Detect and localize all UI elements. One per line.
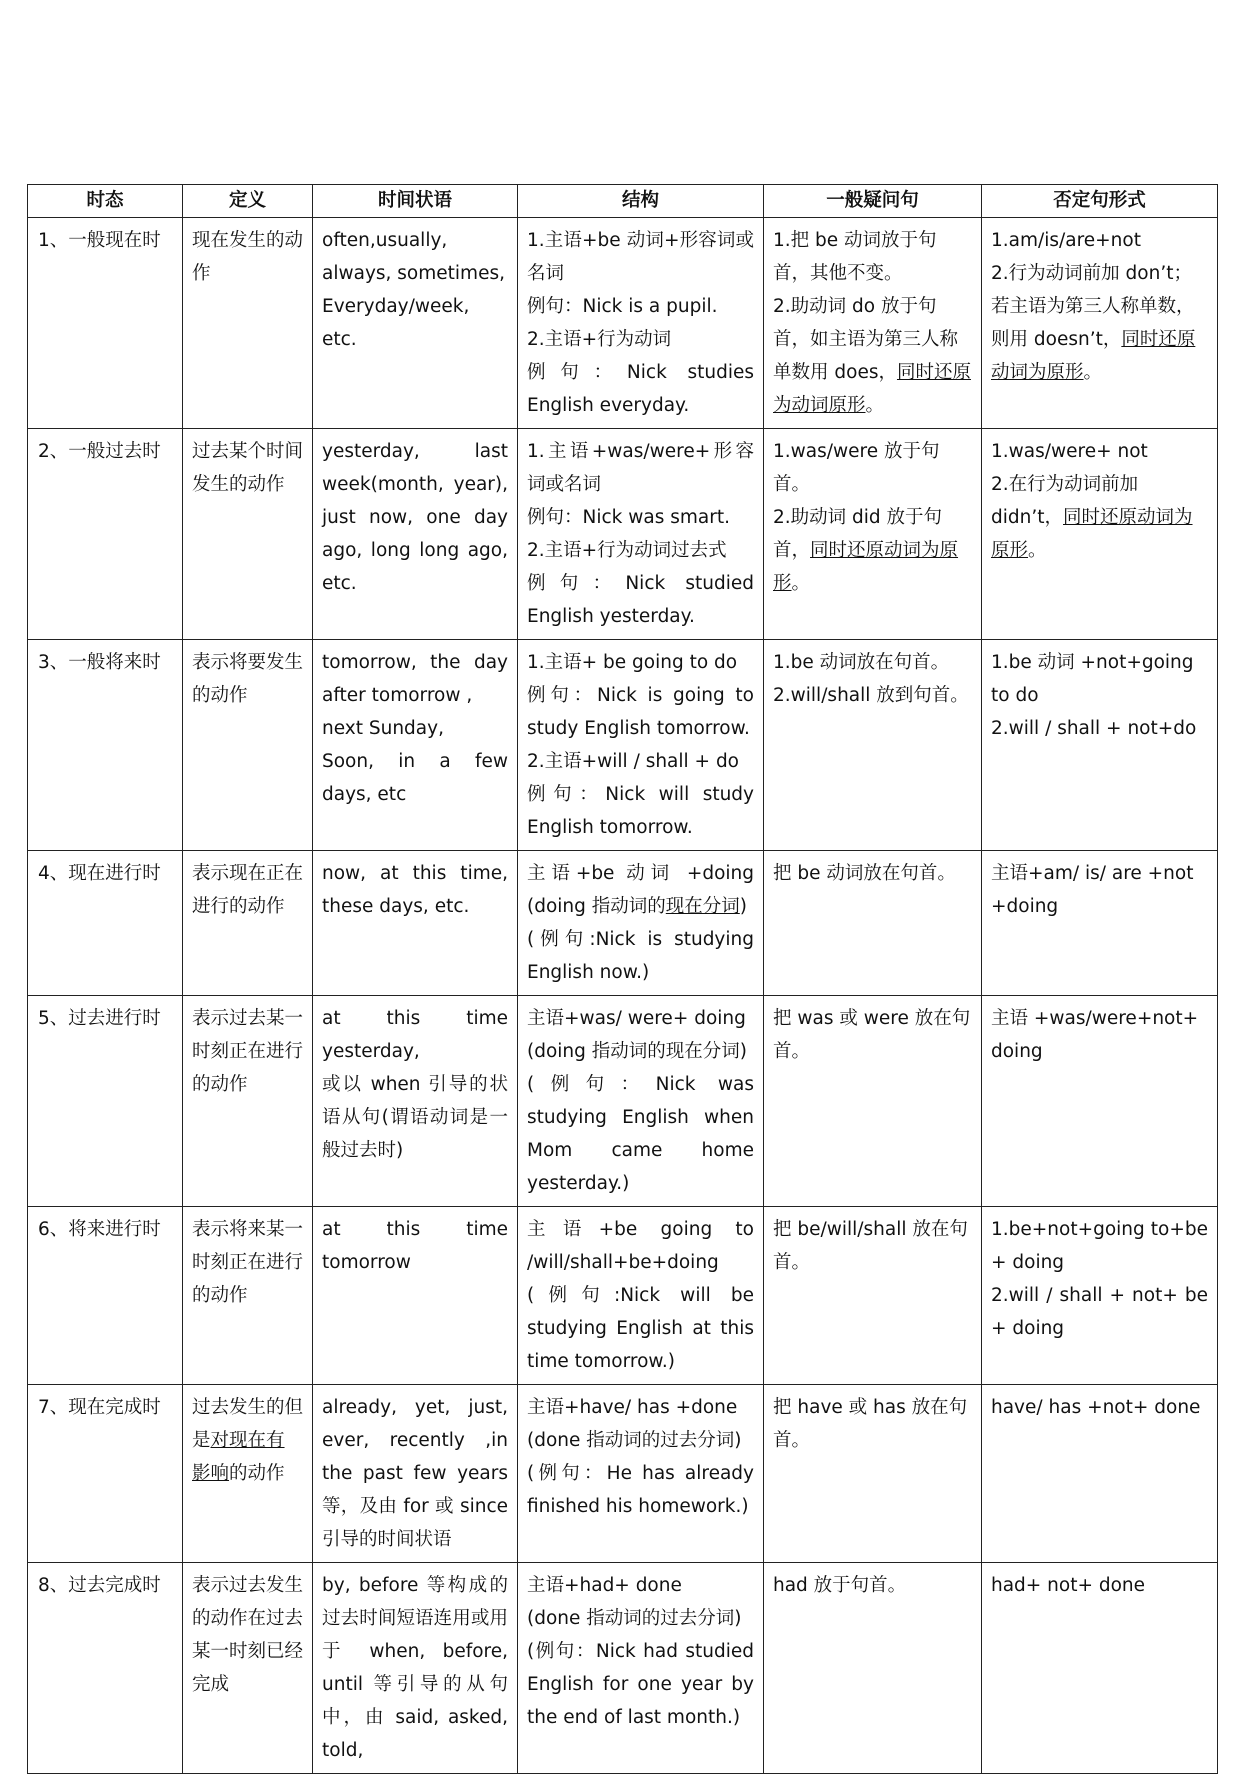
definition: 过去某个时间发生的动作 <box>183 429 313 640</box>
negative-form: 1.was/were+ not 2.在行为动词前加 didn’t，同时还原动词为原形。 <box>982 429 1218 640</box>
header-time-markers: 时间状语 <box>313 185 518 218</box>
definition: 表示将来某一时刻正在进行的动作 <box>183 1207 313 1385</box>
header-negative: 否定句形式 <box>982 185 1218 218</box>
tense-name: 4、现在进行时 <box>28 851 183 996</box>
table-row <box>28 1207 1218 1385</box>
structure: 主语+be 动词 +doing (doing 指动词的现在分词) (例句:Nick is studying English now.) <box>518 851 764 996</box>
table-row <box>28 851 1218 996</box>
time-markers: already, yet, just, ever, recently ,in the past few years 等，及由 for 或 since 引导的时间状语 <box>313 1385 518 1563</box>
question-form: had 放于句首。 <box>764 1563 982 1774</box>
time-markers: yesterday, last week(month, year), just now, one day ago, long long ago, etc. <box>313 429 518 640</box>
definition: 表示现在正在进行的动作 <box>183 851 313 996</box>
time-markers: by, before 等构成的过去时间短语连用或用于 when, before, until 等引导的从句中，由 said, asked, told, <box>313 1563 518 1774</box>
time-markers: at this time yesterday, 或以 when 引导的状语从句(谓语动词是一般过去时) <box>313 996 518 1207</box>
time-markers: at this time tomorrow <box>313 1207 518 1385</box>
negative-form: 1.be+not+going to+be + doing 2.will / shall + not+ be + doing <box>982 1207 1218 1385</box>
negative-form: 主语+am/ is/ are +not +doing <box>982 851 1218 996</box>
tense-name: 3、一般将来时 <box>28 640 183 851</box>
negative-form: 1.am/is/are+not 2.行为动词前加 don’t；若主语为第三人称单数，则用 doesn’t，同时还原动词为原形。 <box>982 218 1218 429</box>
definition: 表示将要发生的动作 <box>183 640 313 851</box>
table-row <box>28 996 1218 1207</box>
question-form: 1.be 动词放在句首。 2.will/shall 放到句首。 <box>764 640 982 851</box>
document-page <box>27 184 1217 1774</box>
tense-table <box>27 184 1218 1774</box>
question-form: 把 have 或 has 放在句首。 <box>764 1385 982 1563</box>
table-row <box>28 429 1218 640</box>
definition: 表示过去某一时刻正在进行的动作 <box>183 996 313 1207</box>
time-markers: tomorrow, the day after tomorrow , next Sunday, Soon, in a few days, etc <box>313 640 518 851</box>
header-question: 一般疑问句 <box>764 185 982 218</box>
question-form: 1.把 be 动词放于句首，其他不变。 2.助动词 do 放于句首，如主语为第三人称单数用 does，同时还原为动词原形。 <box>764 218 982 429</box>
definition: 表示过去发生的动作在过去某一时刻已经完成 <box>183 1563 313 1774</box>
time-markers: often,usually, always, sometimes, Everyday/week, etc. <box>313 218 518 429</box>
header-tense: 时态 <box>28 185 183 218</box>
tense-name: 6、将来进行时 <box>28 1207 183 1385</box>
table-row <box>28 640 1218 851</box>
header-structure: 结构 <box>518 185 764 218</box>
tense-name: 7、现在完成时 <box>28 1385 183 1563</box>
table-row <box>28 218 1218 429</box>
tense-name: 8、过去完成时 <box>28 1563 183 1774</box>
table-row <box>28 1385 1218 1563</box>
structure: 主语+had+ done (done 指动词的过去分词) (例句：Nick had studied English for one year by the end of last month.) <box>518 1563 764 1774</box>
table-row <box>28 1563 1218 1774</box>
negative-form: have/ has +not+ done <box>982 1385 1218 1563</box>
question-form: 1.was/were 放于句首。 2.助动词 did 放于句首，同时还原动词为原形。 <box>764 429 982 640</box>
structure: 主语+have/ has +done (done 指动词的过去分词) (例句：He has already finished his homework.) <box>518 1385 764 1563</box>
header-row <box>28 185 1218 218</box>
tense-name: 1、一般现在时 <box>28 218 183 429</box>
structure: 1.主语+be 动词+形容词或名词 例句：Nick is a pupil. 2.主语+行为动词 例句：Nick studies English everyday. <box>518 218 764 429</box>
structure: 主语+was/ were+ doing (doing 指动词的现在分词) (例句：Nick was studying English when Mom came home yesterday.) <box>518 996 764 1207</box>
question-form: 把 was 或 were 放在句首。 <box>764 996 982 1207</box>
header-definition: 定义 <box>183 185 313 218</box>
question-form: 把 be 动词放在句首。 <box>764 851 982 996</box>
definition: 现在发生的动作 <box>183 218 313 429</box>
tense-name: 5、过去进行时 <box>28 996 183 1207</box>
negative-form: 主语 +was/were+not+ doing <box>982 996 1218 1207</box>
negative-form: had+ not+ done <box>982 1563 1218 1774</box>
structure: 主语+be going to /will/shall+be+doing (例句:Nick will be studying English at this time tomorrow.) <box>518 1207 764 1385</box>
structure: 1.主语+was/were+形容词或名词 例句：Nick was smart. 2.主语+行为动词过去式 例句：Nick studied English yesterday. <box>518 429 764 640</box>
negative-form: 1.be 动词 +not+going to do 2.will / shall + not+do <box>982 640 1218 851</box>
tense-name: 2、一般过去时 <box>28 429 183 640</box>
question-form: 把 be/will/shall 放在句首。 <box>764 1207 982 1385</box>
definition: 过去发生的但是对现在有影响的动作 <box>183 1385 313 1563</box>
time-markers: now, at this time, these days, etc. <box>313 851 518 996</box>
structure: 1.主语+ be going to do 例句：Nick is going to study English tomorrow. 2.主语+will / shall + do 例句：Nick will study English tomorrow. <box>518 640 764 851</box>
